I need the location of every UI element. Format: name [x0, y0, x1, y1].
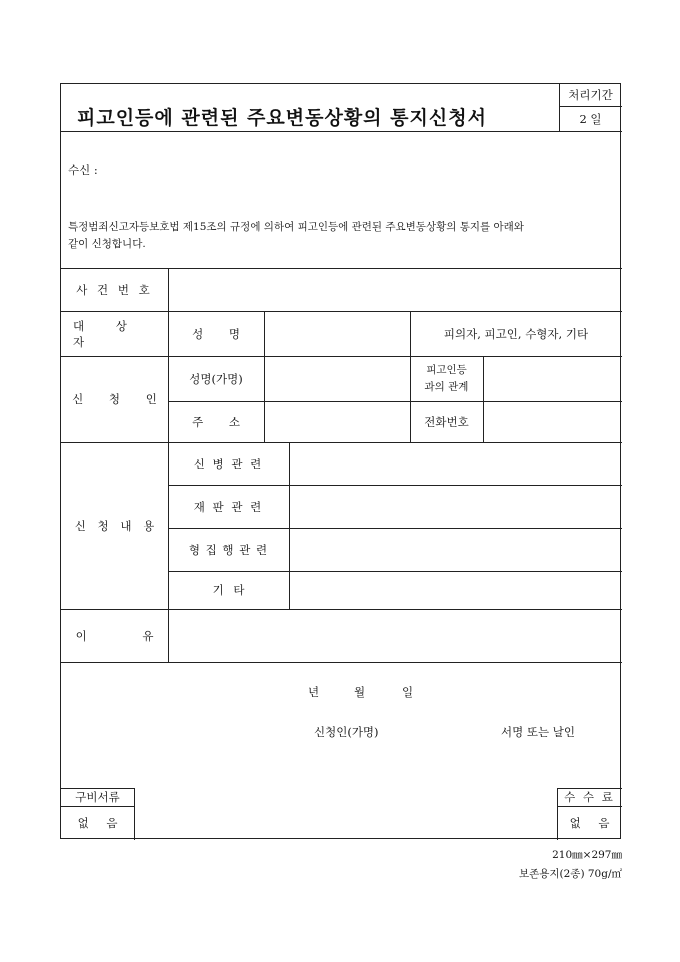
applicant-name-label: 성명(가명): [189, 371, 243, 386]
paper-size: 210㎜×297㎜: [552, 849, 622, 861]
target-name-label: 성 명: [192, 326, 240, 341]
fee-value: 없 음: [569, 815, 610, 830]
request-content-label: 신 청 내 용: [74, 518, 155, 533]
relation-label: 피고인등 과의 관계: [424, 363, 469, 393]
execution-label: 형 집 행 관 련: [188, 542, 269, 557]
custody-label: 신 병 관 련: [193, 456, 264, 471]
signer-label: 신청인(가명): [314, 725, 379, 739]
trial-label: 재 판 관 련: [193, 499, 264, 514]
paper-type: 보존용지(2종) 70g/㎡: [518, 868, 622, 880]
body-text-line2: 같이 신청합니다.: [68, 237, 146, 250]
other-label: 기 타: [212, 583, 245, 597]
processing-period-value: 2 일: [579, 111, 602, 126]
application-form: [60, 83, 621, 839]
applicant-name-field[interactable]: [265, 357, 410, 401]
target-name-field[interactable]: [265, 312, 410, 356]
address-label: 주 소: [192, 414, 240, 429]
applicant-label: 신 청 인: [72, 392, 157, 406]
phone-field[interactable]: [484, 402, 622, 442]
phone-label: 전화번호: [424, 414, 469, 429]
address-field[interactable]: [265, 402, 410, 442]
target-label: 대 상 자: [73, 318, 127, 349]
reason-label: 이 유: [75, 628, 154, 643]
relation-field[interactable]: [484, 357, 622, 401]
other-field[interactable]: [290, 572, 622, 609]
custody-field[interactable]: [290, 443, 622, 485]
reason-field[interactable]: [169, 610, 622, 662]
date-day: 일: [402, 685, 414, 699]
recipient-label: 수신 :: [68, 163, 98, 177]
documents-value: 없 음: [77, 815, 118, 830]
date-month: 월: [354, 685, 366, 699]
trial-field[interactable]: [290, 486, 622, 528]
processing-period-label: 처리기간: [568, 88, 613, 102]
case-number-field[interactable]: [169, 269, 622, 311]
form-title: 피고인등에 관련된 주요변동상황의 통지신청서: [77, 107, 487, 129]
date-year: 년: [308, 685, 320, 699]
execution-field[interactable]: [290, 529, 622, 571]
fee-label: 수 수 료: [564, 790, 615, 804]
documents-label: 구비서류: [75, 790, 120, 804]
body-text-line1: 특정범죄신고자등보호법 제15조의 규정에 의하여 피고인등에 관련된 주요변동상황의 통지를 아래와: [68, 220, 524, 233]
target-types: 피의자, 피고인, 수형자, 기타: [443, 326, 589, 341]
case-number-label: 사 건 번 호: [76, 282, 153, 297]
signature-label: 서명 또는 날인: [501, 725, 575, 739]
